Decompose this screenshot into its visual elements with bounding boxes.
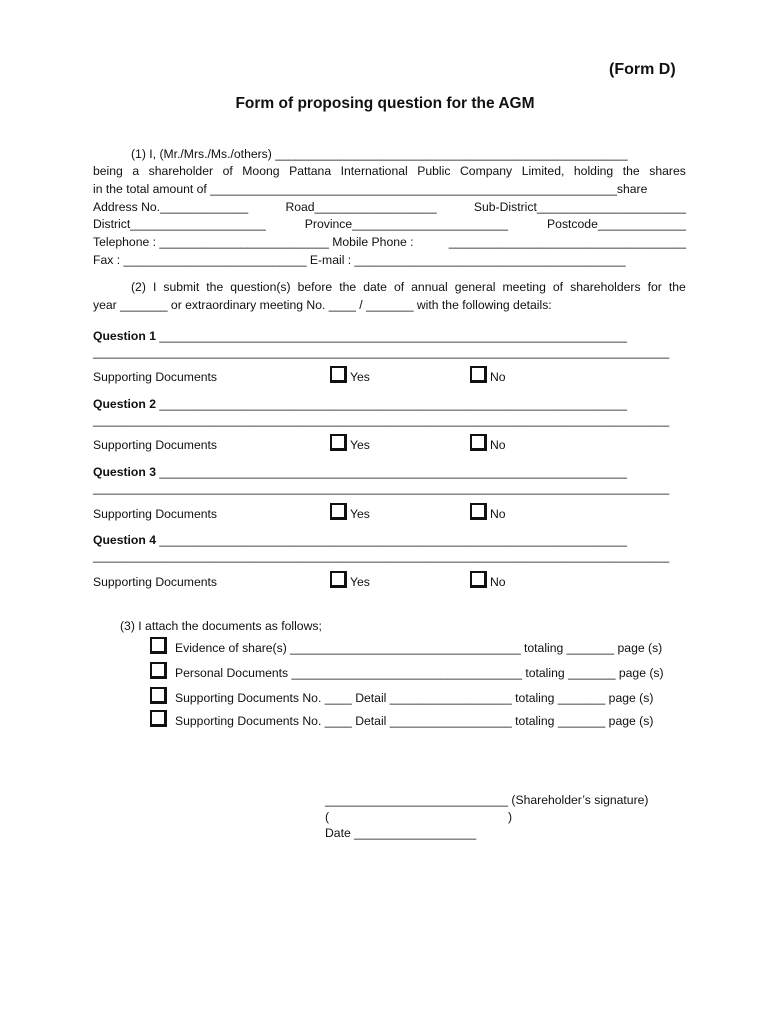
statement-word: submit — [163, 280, 200, 294]
checkbox-icon[interactable] — [470, 366, 487, 383]
shareholder-word: the — [622, 164, 640, 178]
question-4-line[interactable] — [93, 532, 686, 548]
question-2-line2[interactable]: _____________________________________________________________________________________ — [93, 413, 670, 427]
statement-word: I — [152, 280, 157, 294]
phone-line[interactable] — [93, 234, 686, 250]
district-line[interactable] — [93, 216, 686, 232]
shareholder-word: Company — [459, 164, 513, 178]
question-label: Question 4 — [93, 533, 156, 547]
address-line[interactable] — [93, 199, 686, 215]
question-3-blank[interactable]: _____________________________________________________________________ — [155, 465, 628, 479]
question-4-line2[interactable]: _____________________________________________________________________________________ — [93, 549, 670, 563]
statement-word: of — [552, 280, 564, 294]
shareholder-word: shareholder — [148, 164, 214, 178]
statement-word: general — [454, 280, 496, 294]
yes-label: Yes — [350, 438, 370, 452]
supporting-docs-label: Supporting Documents — [93, 438, 217, 452]
shareholder-word: Limited, — [521, 164, 565, 178]
question-1-line2[interactable]: _____________________________________________________________________________________ — [93, 345, 670, 359]
supporting-docs-label: Supporting Documents — [93, 370, 217, 384]
shareholder-word: International — [340, 164, 408, 178]
shareholder-word: of — [222, 164, 233, 178]
checkbox-icon[interactable] — [470, 571, 487, 588]
checkbox-icon[interactable] — [150, 662, 167, 679]
statement-word: meeting — [502, 280, 546, 294]
checkbox-icon[interactable] — [330, 366, 347, 383]
shareholder-word: shares — [649, 164, 686, 178]
attachment-label: Evidence of share(s) __________________________________ totaling _______ page (s) — [175, 641, 663, 655]
name-open-paren: ( — [325, 810, 330, 824]
question-1-line[interactable] — [93, 328, 686, 344]
submit-statement-line — [131, 279, 686, 295]
shareholder-word: Pattana — [289, 164, 332, 178]
statement-word: the — [339, 280, 357, 294]
shareholder-line — [93, 163, 686, 179]
question-2-block — [93, 396, 686, 428]
attachment-item-supporting-1[interactable] — [150, 687, 653, 706]
no-choice[interactable] — [470, 434, 506, 453]
form-title: Form of proposing question for the AGM — [235, 95, 535, 112]
date-line[interactable]: Date __________________ — [325, 826, 477, 840]
shareholder-word: a — [132, 164, 140, 178]
shareholder-word: Moong — [242, 164, 280, 178]
question-label: Question 1 — [93, 329, 156, 343]
attachment-label: Supporting Documents No. ____ Detail __________________ totaling _______ page (s) — [175, 691, 654, 705]
shareholder-word: Public — [417, 164, 451, 178]
statement-word: of — [393, 280, 405, 294]
attachment-item-evidence[interactable] — [150, 637, 662, 656]
statement-word: shareholders — [570, 280, 641, 294]
supporting-docs-label: Supporting Documents — [93, 575, 217, 589]
no-choice[interactable] — [470, 503, 506, 522]
question-3-block — [93, 464, 686, 496]
question-label: Question 3 — [93, 465, 156, 479]
postcode-field[interactable]: Postcode_____________ — [547, 217, 686, 231]
checkbox-icon[interactable] — [330, 503, 347, 520]
checkbox-icon[interactable] — [150, 637, 167, 654]
no-choice[interactable] — [470, 366, 506, 385]
mobile-phone-field[interactable]: ___________________________________ — [448, 235, 686, 249]
question-3-line2[interactable]: _____________________________________________________________________________________ — [93, 481, 670, 495]
province-field[interactable]: Province_______________________ — [304, 217, 509, 231]
question-1-blank[interactable]: _____________________________________________________________________ — [155, 329, 628, 343]
no-label: No — [490, 370, 506, 384]
yes-choice[interactable] — [330, 434, 370, 453]
shareholder-word: being — [93, 164, 123, 178]
statement-word: before — [297, 280, 333, 294]
road-field[interactable]: Road__________________ — [285, 200, 437, 214]
question-2-blank[interactable]: _____________________________________________________________________ — [155, 397, 628, 411]
question-label: Question 2 — [93, 397, 156, 411]
attachment-item-personal[interactable] — [150, 662, 664, 681]
yes-choice[interactable] — [330, 366, 370, 385]
checkbox-icon[interactable] — [470, 503, 487, 520]
checkbox-icon[interactable] — [330, 434, 347, 451]
address-no-field[interactable]: Address No._____________ — [93, 200, 249, 214]
name-line[interactable]: (1) I, (Mr./Mrs./Ms./others) ____________________________________________________ — [131, 147, 628, 161]
share-amount-line[interactable]: in the total amount of ____________________________________________________________share — [93, 182, 648, 196]
statement-word: question(s) — [230, 280, 291, 294]
attachment-label: Personal Documents __________________________________ totaling _______ page (s) — [175, 666, 664, 680]
telephone-field[interactable]: Telephone : _________________________ Mobile Phone : — [93, 235, 414, 249]
supporting-docs-label: Supporting Documents — [93, 507, 217, 521]
no-label: No — [490, 438, 506, 452]
attachments-heading: (3) I attach the documents as follows; — [120, 619, 322, 633]
checkbox-icon[interactable] — [150, 687, 167, 704]
sub-district-field[interactable]: Sub-District______________________ — [473, 200, 686, 214]
question-4-block — [93, 532, 686, 564]
yes-choice[interactable] — [330, 503, 370, 522]
statement-word: the — [206, 280, 224, 294]
statement-word: date — [363, 280, 387, 294]
meeting-year-line[interactable]: year _______ or extraordinary meeting No. ____ / _______ with the following details: — [93, 298, 552, 312]
question-3-line[interactable] — [93, 464, 686, 480]
fax-email-line[interactable]: Fax : ___________________________ E-mail : ________________________________________ — [93, 253, 626, 267]
statement-word: the — [668, 280, 686, 294]
question-4-blank[interactable]: _____________________________________________________________________ — [155, 533, 628, 547]
district-field[interactable]: District____________________ — [93, 217, 266, 231]
checkbox-icon[interactable] — [150, 710, 167, 727]
attachment-item-supporting-2[interactable] — [150, 710, 653, 729]
no-choice[interactable] — [470, 571, 506, 590]
statement-word: for — [647, 280, 662, 294]
attachment-label: Supporting Documents No. ____ Detail __________________ totaling _______ page (s) — [175, 714, 654, 728]
no-label: No — [490, 575, 506, 589]
shareholder-word: holding — [573, 164, 614, 178]
yes-label: Yes — [350, 370, 370, 384]
form-code: (Form D) — [609, 61, 676, 78]
question-1-block — [93, 328, 686, 360]
statement-word: annual — [411, 280, 448, 294]
no-label: No — [490, 507, 506, 521]
yes-label: Yes — [350, 575, 370, 589]
yes-label: Yes — [350, 507, 370, 521]
checkbox-icon[interactable] — [470, 434, 487, 451]
checkbox-icon[interactable] — [330, 571, 347, 588]
shareholder-signature-line[interactable]: ___________________________ (Shareholder’s signature) — [325, 793, 649, 807]
name-close-paren: ) — [508, 810, 513, 824]
statement-word: (2) — [131, 280, 146, 294]
yes-choice[interactable] — [330, 571, 370, 590]
question-2-line[interactable] — [93, 396, 686, 412]
